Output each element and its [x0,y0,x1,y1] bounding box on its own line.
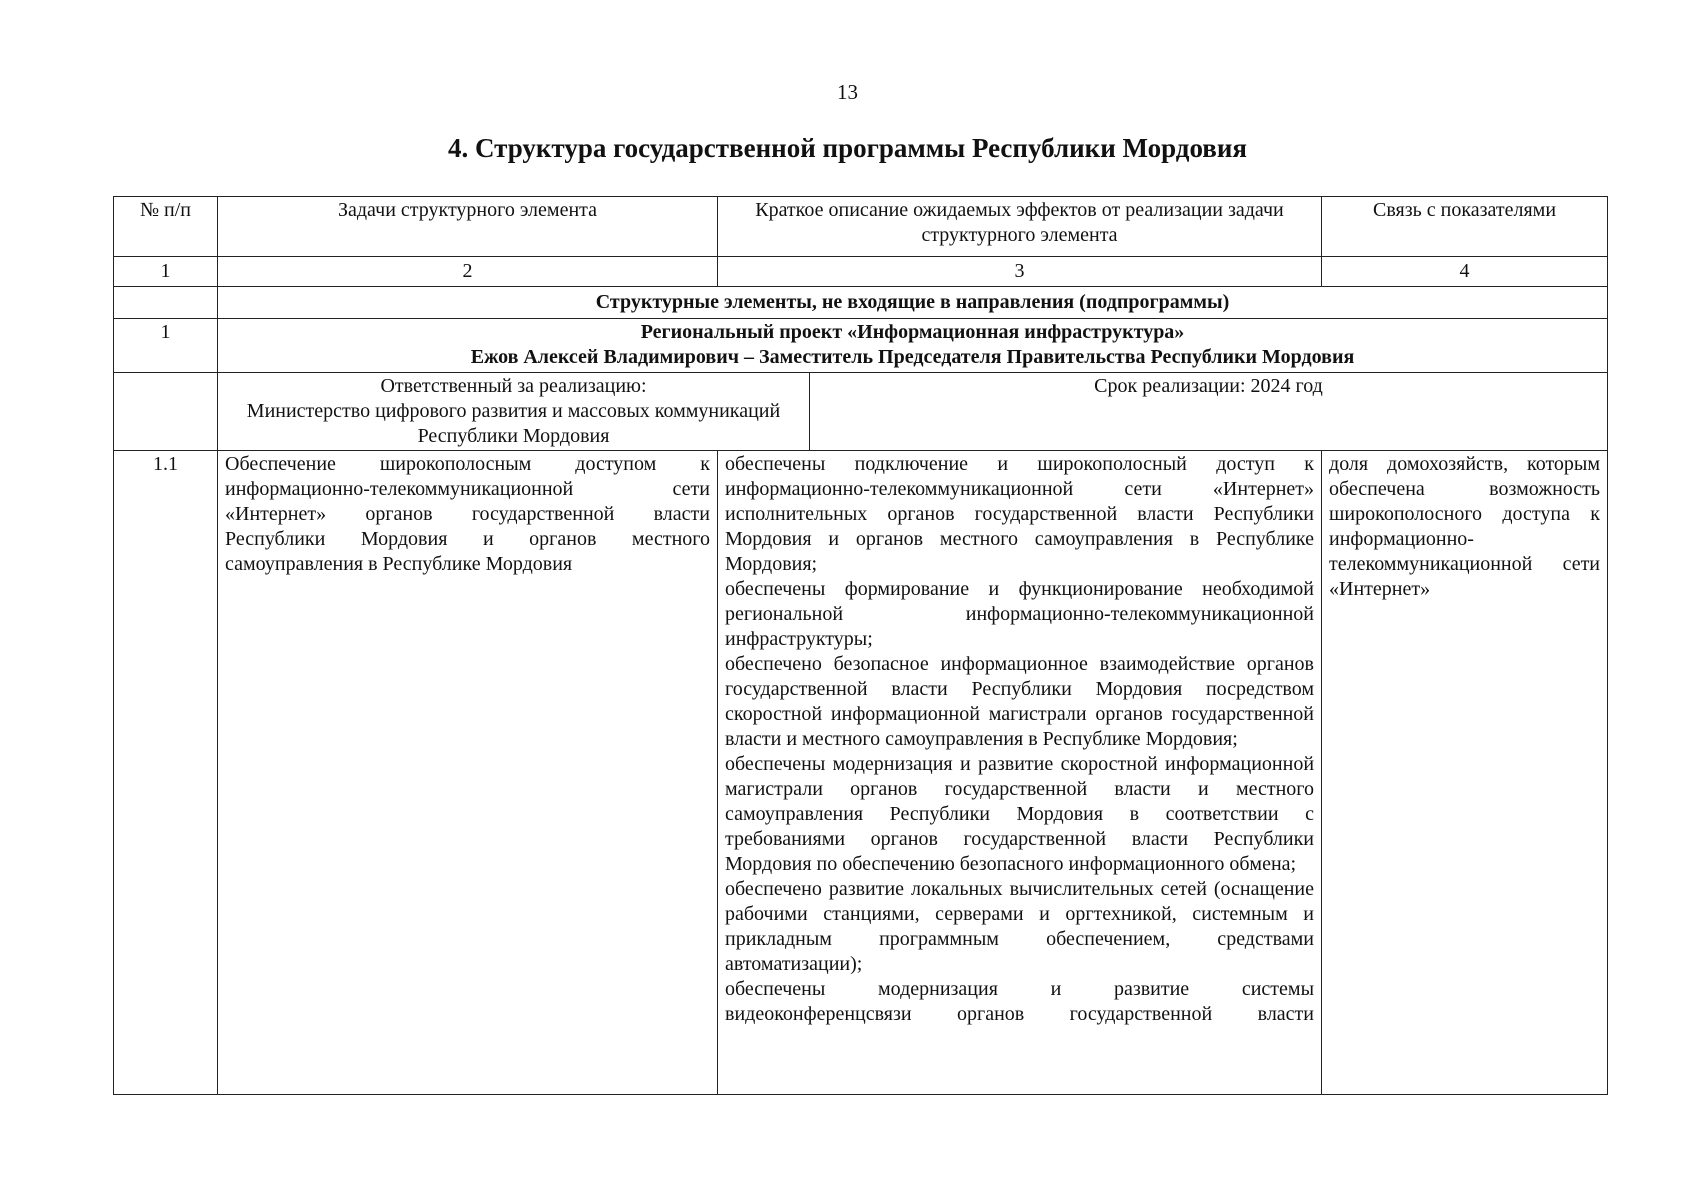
header-cell-indicators: Связь с показателями [1322,197,1608,257]
section-number-cell [114,287,218,319]
table-row [114,451,1608,1095]
header-cell-tasks: Задачи структурного элемента [218,197,718,257]
page-number: 13 [837,80,858,104]
responsible-organization: Министерство цифрового развития и массовых коммуникаций Республики Мордовия [246,400,781,447]
column-number-cell: 1 [114,257,218,287]
effect-item: обеспечены модернизация и развитие скоростной информационной магистрали органов государственной власти и местного самоуправления Республики Мордовия в соответствии с требованиями органов государственной власти Республики Мордовия по обеспечению безопасного информационного обмена; [725,753,1315,875]
page-title: 4. Структура государственной программы Республики Мордовия [447,133,1248,163]
header-cell-number: № п/п [114,197,218,257]
table-header-row [114,197,1608,257]
header-cell-effects: Краткое описание ожидаемых эффектов от реализации задачи структурного элемента [718,197,1322,257]
column-number-cell: 3 [718,257,1322,287]
task-number: 1.1 [114,451,218,1095]
effect-item: обеспечены модернизация и развитие системы видеоконференцсвязи органов государственной власти [725,978,1315,1025]
column-number-cell: 4 [1322,257,1608,287]
term-cell: Срок реализации: 2024 год [810,373,1608,451]
responsible-cell [218,373,810,451]
effect-item: обеспечено развитие локальных вычислительных сетей (оснащение рабочими станциями, серверами и оргтехникой, системным и прикладным программным обеспечением, средствами автоматизации); [725,878,1315,975]
section-row [114,287,1608,319]
structure-table [113,196,1608,1095]
project-cell [218,319,1608,373]
column-number-cell: 2 [218,257,718,287]
responsible-label: Ответственный за реализацию: [380,375,647,397]
task-indicator: доля домохозяйств, которым обеспечена возможность широкополосного доступа к информационно-телекоммуникационной сети «Интернет» [1322,451,1608,1095]
effect-item: обеспечено безопасное информационное взаимодействие органов государственной власти Республики Мордовия посредством скоростной информационной магистрали органов государственной власти и местного самоуправления в Республике Мордовия; [725,653,1315,750]
project-row [114,319,1608,373]
column-numbers-row [114,257,1608,287]
effects-list [725,452,1314,1092]
effect-item: обеспечены подключение и широкополосный доступ к информационно-телекоммуникационной сети «Интернет» исполнительных органов государственной власти Республики Мордовия и органов местного самоуправления в Республике Мордовия; [725,453,1315,575]
task-effects [718,451,1322,1095]
effect-item: обеспечены формирование и функционирование необходимой региональной информационно-телекоммуникационной инфраструктуры; [725,578,1315,650]
project-name: Региональный проект «Информационная инфраструктура» [640,321,1185,343]
responsible-row [114,373,1608,451]
project-curator: Ежов Алексей Владимирович – Заместитель Председателя Правительства Республики Мордовия [470,346,1355,368]
responsible-number-cell [114,373,218,451]
project-number: 1 [114,319,218,373]
task-text: Обеспечение широкополосным доступом к информационно-телекоммуникационной сети «Интернет» органов государственной власти Республики Мордовия и органов местного самоуправления в Республике Мордовия [218,451,718,1095]
section-title: Структурные элементы, не входящие в направления (подпрограммы) [218,287,1608,319]
